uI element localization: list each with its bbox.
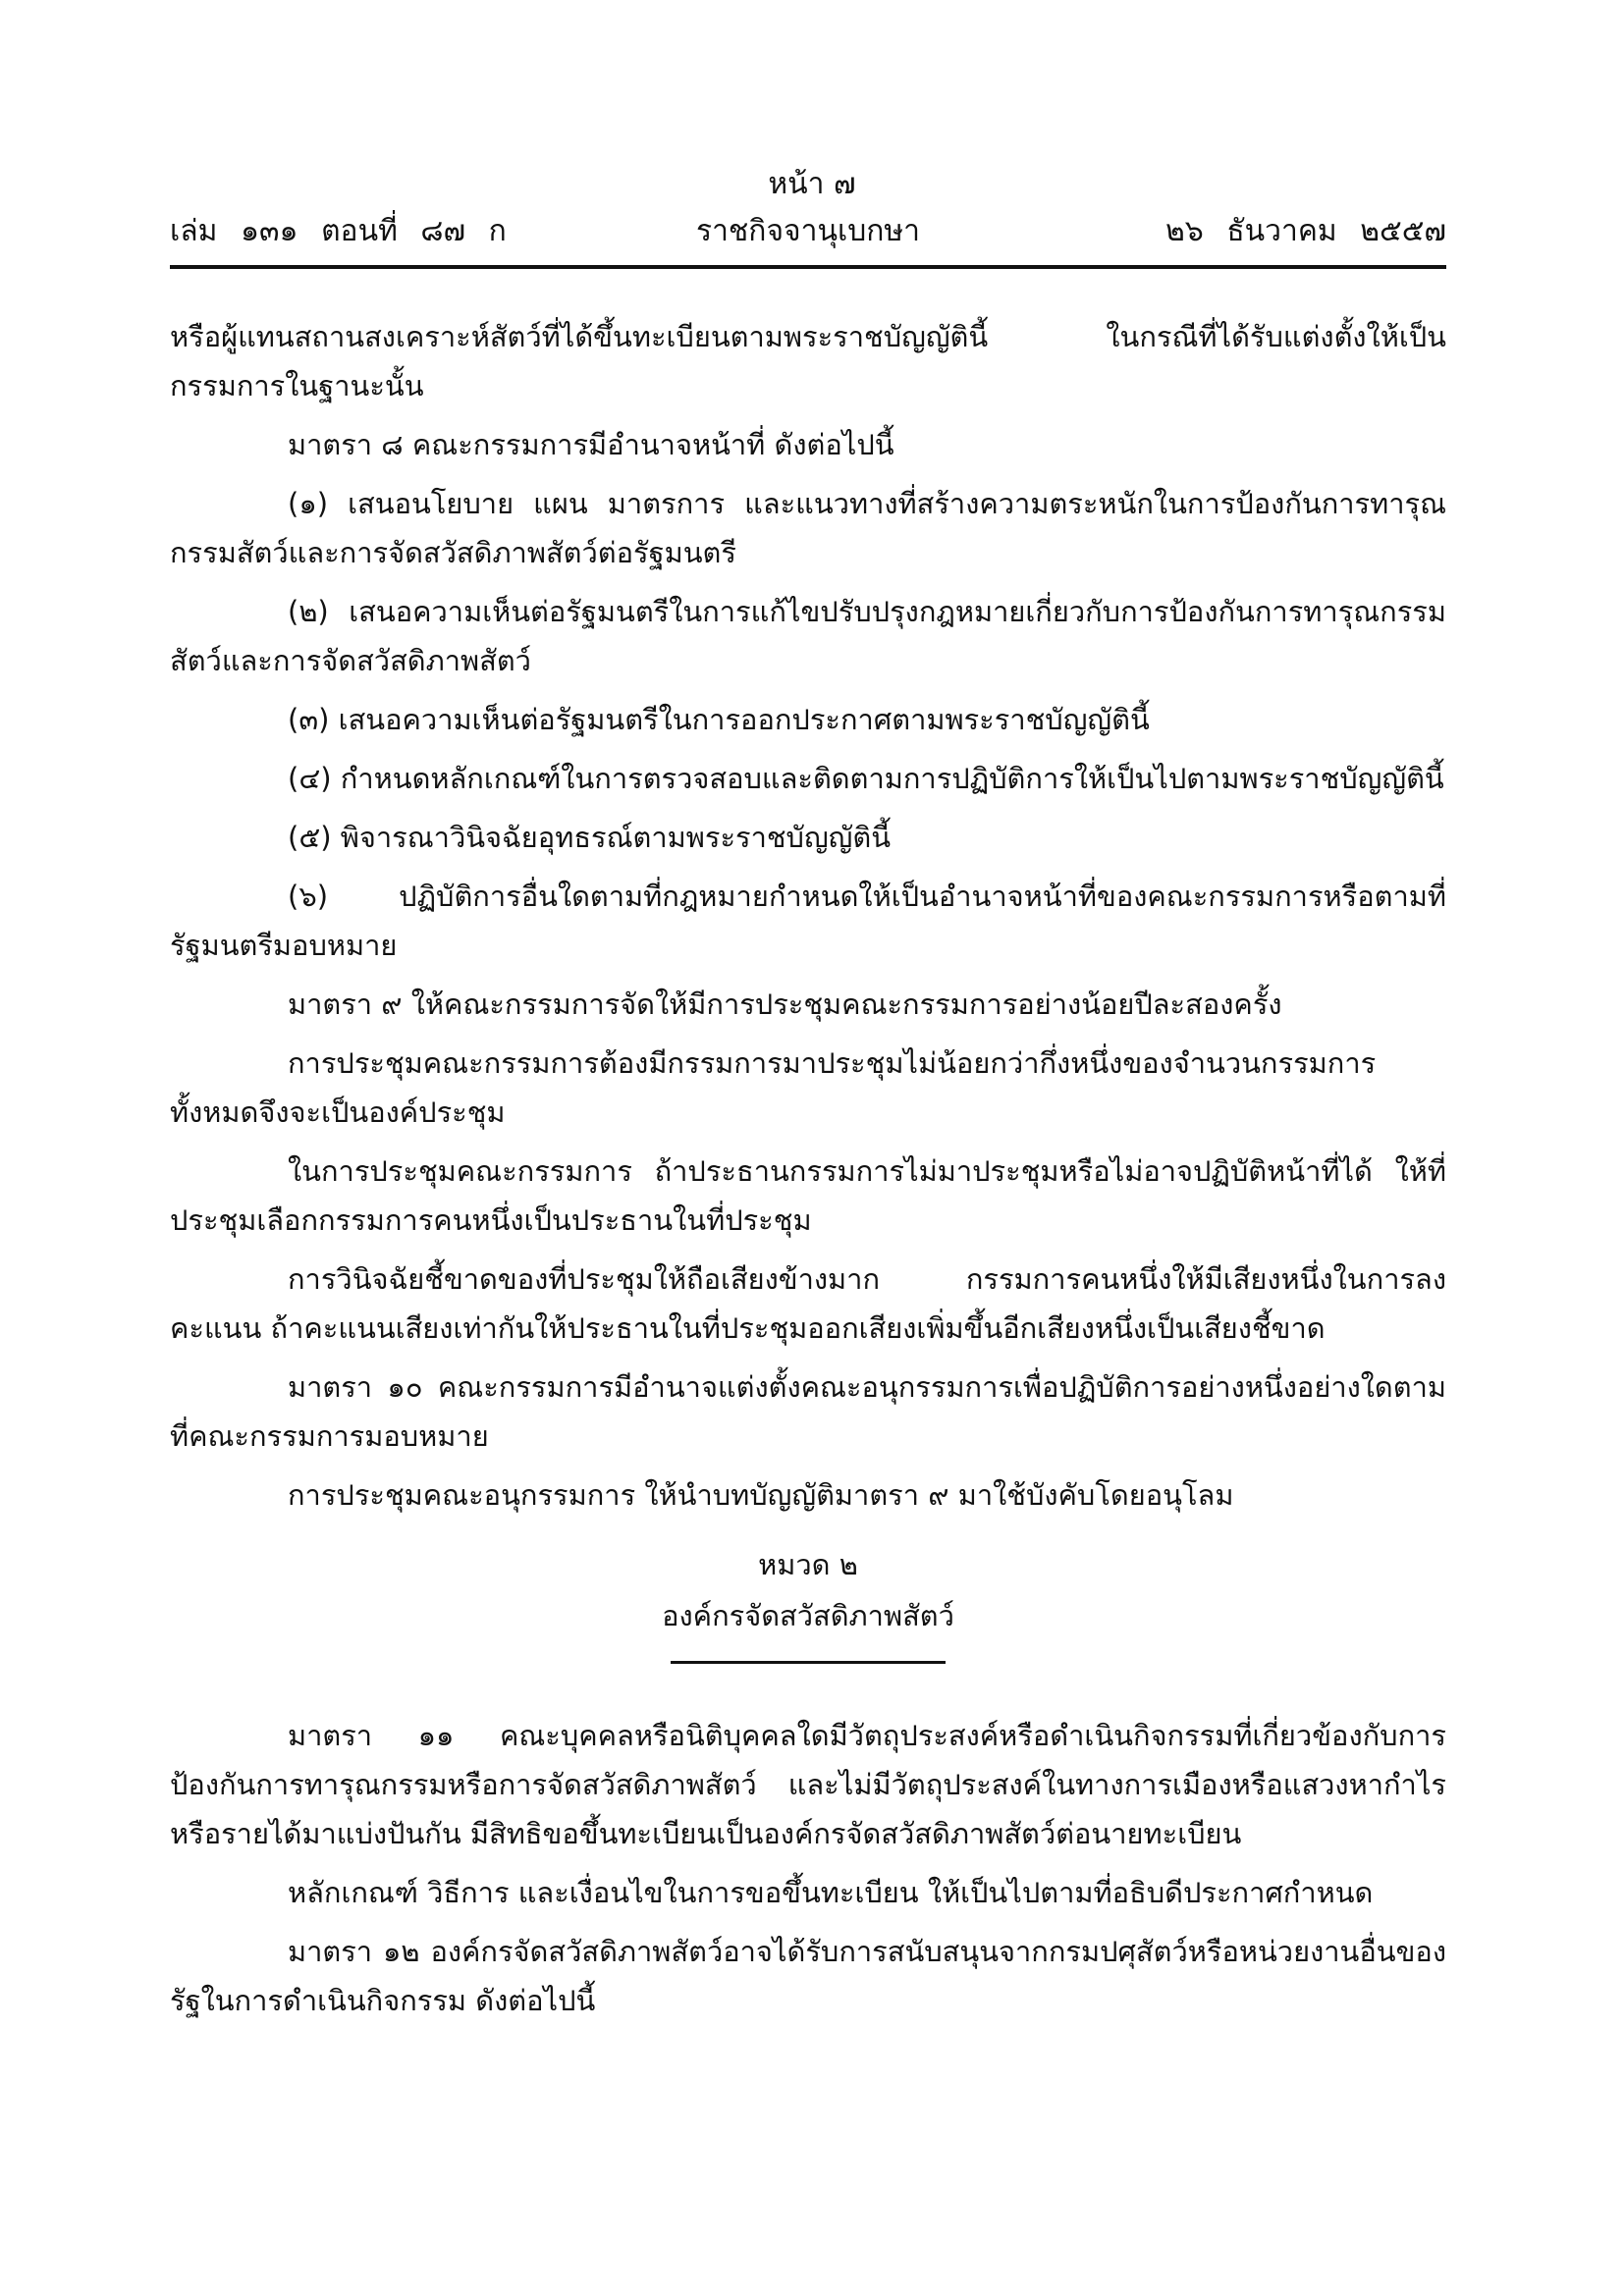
- section-10-paragraph-2: การประชุมคณะอนุกรรมการ ให้นำบทบัญญัติมาตรา ๙ มาใช้บังคับโดยอนุโลม: [288, 1478, 1234, 1512]
- chapter-heading: [170, 1539, 1446, 1664]
- section-9: มาตรา ๙ ให้คณะกรรมการจัดให้มีการประชุมคณะกรรมการอย่างน้อยปีละสองครั้ง: [288, 988, 1282, 1021]
- section-9-paragraph-3: ในการประชุมคณะกรรมการ ถ้าประธานกรรมการไม่มาประชุมหรือไม่อาจปฏิบัติหน้าที่ได้ ให้ที่ประชุมเลือกกรรมการคนหนึ่งเป็นประธานในที่ประชุม: [170, 1154, 1446, 1237]
- page-number: หน้า ๗: [768, 167, 856, 201]
- section-8-item-2: (๒) เสนอความเห็นต่อรัฐมนตรีในการแก้ไขปรับปรุงกฎหมายเกี่ยวกับการป้องกันการทารุณกรรมสัตว์และการจัดสวัสดิภาพสัตว์: [170, 595, 1446, 677]
- section-8-item-5: (๕) พิจารณาวินิจฉัยอุทธรณ์ตามพระราชบัญญัตินี้: [288, 821, 892, 854]
- chapter-divider: [671, 1661, 946, 1664]
- section-8-item-6: (๖) ปฏิบัติการอื่นใดตามที่กฎหมายกำหนดให้เป็นอำนาจหน้าที่ของคณะกรรมการหรือตามที่รัฐมนตรีมอบหมาย: [170, 880, 1446, 962]
- section-12: มาตรา ๑๒ องค์กรจัดสวัสดิภาพสัตว์อาจได้รับการสนับสนุนจากกรมปศุสัตว์หรือหน่วยงานอื่นของรัฐในการดำเนินกิจกรรม ดังต่อไปนี้: [170, 1935, 1446, 2017]
- section-9-paragraph-2: การประชุมคณะกรรมการต้องมีกรรมการมาประชุมไม่น้อยกว่ากึ่งหนึ่งของจำนวนกรรมการทั้งหมดจึงจะเป็นองค์ประชุม: [170, 1046, 1377, 1129]
- section-8-item-3: (๓) เสนอความเห็นต่อรัฐมนตรีในการออกประกาศตามพระราชบัญญัตินี้: [288, 703, 1150, 736]
- gazette-header: [170, 212, 1446, 251]
- chapter-title: หมวด ๒: [758, 1548, 858, 1581]
- section-11: มาตรา ๑๑ คณะบุคคลหรือนิติบุคคลใดมีวัตถุประสงค์หรือดำเนินกิจกรรมที่เกี่ยวข้องกับการป้องกันการทารุณกรรมหรือการจัดสวัสดิภาพสัตว์ และไม่มีวัตถุประสงค์ในทางการเมืองหรือแสวงหากำไรหรือรายได้มาแบ่งปันกัน มีสิทธิขอขึ้นทะเบียนเป็นองค์กรจัดสวัสดิภาพสัตว์ต่อนายทะเบียน: [170, 1719, 1446, 1850]
- publication-date: ๒๖ ธันวาคม ๒๕๕๗: [1165, 214, 1446, 248]
- section-8-item-4: (๔) กำหนดหลักเกณฑ์ในการตรวจสอบและติดตามการปฏิบัติการให้เป็นไปตามพระราชบัญญัตินี้: [288, 762, 1444, 795]
- section-10: มาตรา ๑๐ คณะกรรมการมีอำนาจแต่งตั้งคณะอนุกรรมการเพื่อปฏิบัติการอย่างหนึ่งอย่างใดตามที่คณะกรรมการมอบหมาย: [170, 1370, 1446, 1453]
- paragraph-continuation: หรือผู้แทนสถานสงเคราะห์สัตว์ที่ได้ขึ้นทะเบียนตามพระราชบัญญัตินี้ ในกรณีที่ได้รับแต่งตั้งให้เป็นกรรมการในฐานะนั้น: [170, 320, 1446, 402]
- header-divider: [170, 265, 1446, 269]
- chapter-subtitle: องค์กรจัดสวัสดิภาพสัตว์: [662, 1599, 954, 1632]
- gazette-title: ราชกิจจานุเบกษา: [695, 214, 921, 248]
- section-11-paragraph-2: หลักเกณฑ์ วิธีการ และเงื่อนไขในการขอขึ้นทะเบียน ให้เป็นไปตามที่อธิบดีประกาศกำหนด: [288, 1876, 1374, 1909]
- section-8: มาตรา ๘ คณะกรรมการมีอำนาจหน้าที่ ดังต่อไปนี้: [288, 428, 894, 461]
- document-body: [170, 312, 1446, 2035]
- section-8-item-1: (๑) เสนอนโยบาย แผน มาตรการ และแนวทางที่สร้างความตระหนักในการป้องกันการทารุณกรรมสัตว์และการจัดสวัสดิภาพสัตว์ต่อรัฐมนตรี: [170, 487, 1446, 569]
- section-9-paragraph-4: การวินิจฉัยชี้ขาดของที่ประชุมให้ถือเสียงข้างมาก กรรมการคนหนึ่งให้มีเสียงหนึ่งในการลงคะแนน ถ้าคะแนนเสียงเท่ากันให้ประธานในที่ประชุมออกเสียงเพิ่มขึ้นอีกเสียงหนึ่งเป็นเสียงชี้ขาด: [170, 1262, 1446, 1345]
- volume-issue: เล่ม ๑๓๑ ตอนที่ ๘๗ ก: [170, 214, 507, 248]
